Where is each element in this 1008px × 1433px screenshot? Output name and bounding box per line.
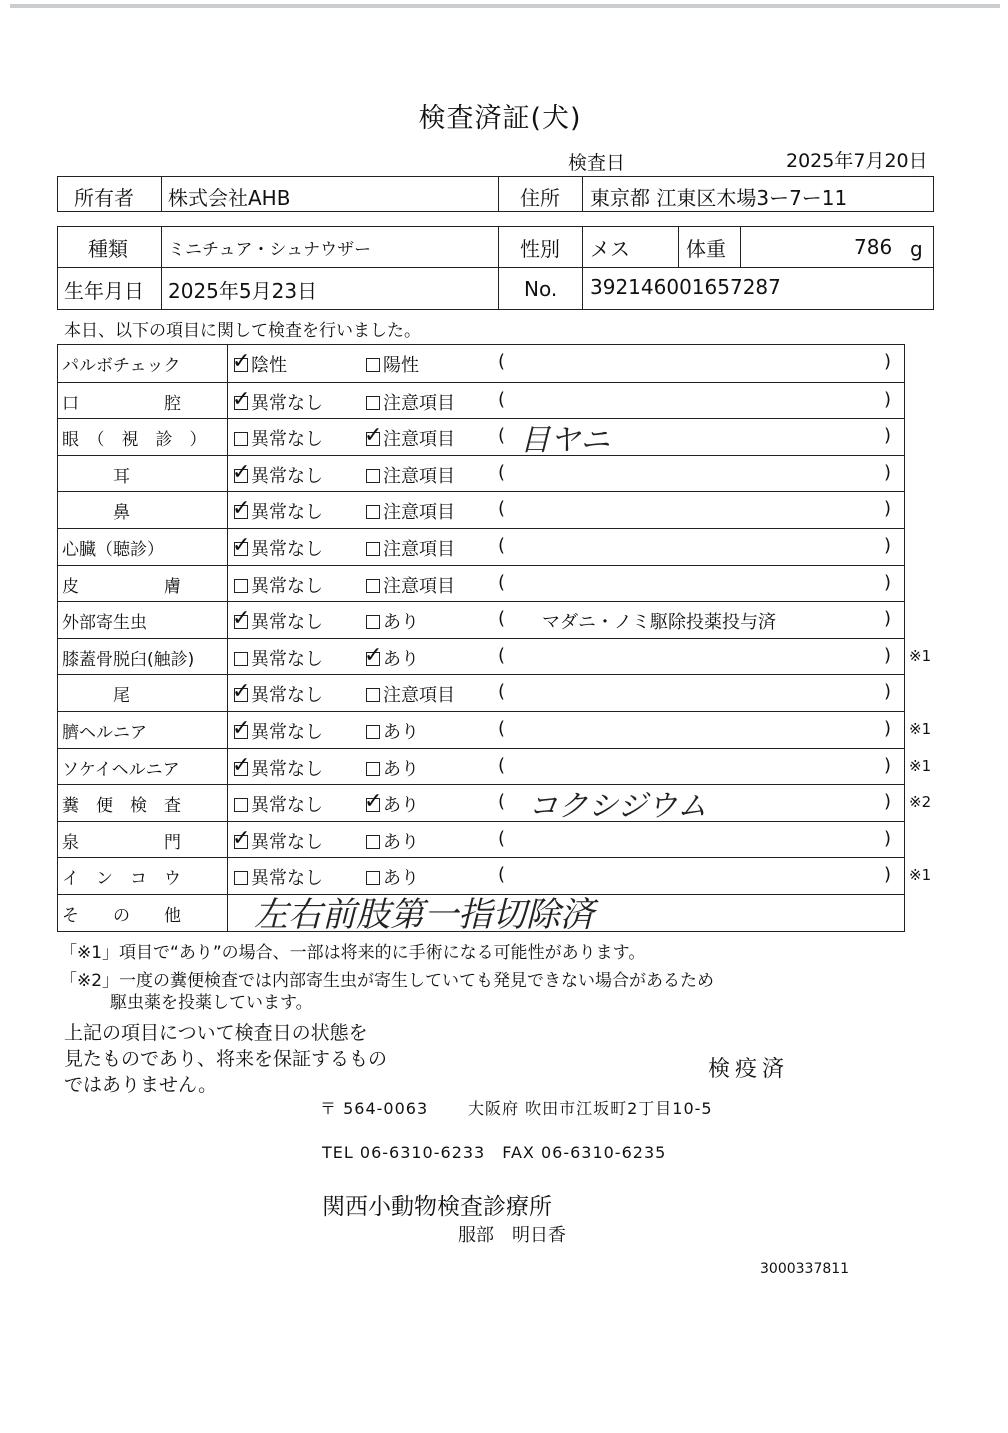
option-flag [366, 828, 419, 854]
paren-close: ) [884, 461, 892, 483]
checkbox[interactable] [366, 469, 380, 483]
checkbox[interactable] [232, 533, 251, 558]
checkbox[interactable] [366, 542, 380, 556]
footnote-mark: ※1 [909, 866, 932, 885]
check-mark-icon: ✓ [232, 459, 251, 485]
item-name: 泉 門 [62, 832, 181, 853]
option-label: 異常なし [251, 539, 323, 560]
checkbox[interactable] [232, 716, 251, 741]
inspection-row [58, 565, 904, 602]
item-note: 目ヤニ [520, 423, 610, 459]
paren-open: ( [498, 791, 506, 813]
option-normal [234, 791, 323, 817]
paren-close: ) [884, 644, 892, 666]
paren-close: ) [884, 754, 892, 776]
option-label: あり [383, 795, 419, 817]
inspection-row [58, 345, 904, 382]
paren-close: ) [884, 864, 892, 886]
checkbox[interactable] [366, 871, 380, 885]
inspection-row [58, 748, 932, 785]
breed-value: ミニチュア・シュナウザー [168, 240, 372, 260]
item-name: そ の 他 [62, 906, 181, 926]
checkbox[interactable] [234, 579, 248, 593]
checkbox[interactable] [232, 459, 251, 485]
paren-close: ) [884, 535, 892, 556]
inspection-row [58, 455, 904, 492]
option-flag [366, 681, 455, 707]
footnote-mark: ※1 [909, 756, 932, 775]
item-name: 眼 （ 視 診 ） [62, 430, 207, 451]
option-label: 注意項目 [383, 575, 455, 597]
number-value: 392146001657287 [590, 275, 781, 299]
item-name: 外部寄生虫 [62, 613, 147, 634]
option-flag [366, 425, 455, 451]
option-normal [234, 535, 323, 561]
footnote-1: 「※1」項目で“あり”の場合、一部は将来的に手術になる可能性があります。 [60, 943, 646, 963]
clinic-address: 大阪府 吹田市江坂町2丁目10-5 [468, 1099, 713, 1118]
inspection-table [57, 344, 932, 935]
option-normal [232, 459, 323, 488]
paren-open: ( [498, 608, 506, 630]
option-label: あり [383, 831, 419, 853]
option-flag [366, 791, 419, 817]
inspection-row [58, 711, 932, 748]
option-normal [234, 645, 323, 671]
paren-close: ) [884, 718, 892, 739]
item-name: 口 腔 [62, 393, 181, 414]
checkbox[interactable] [366, 835, 380, 849]
item-name: イ ン コ ウ [62, 869, 181, 890]
footnote-mark: ※1 [909, 720, 932, 738]
paren-close: ) [884, 681, 892, 703]
inspection-row [58, 601, 904, 638]
check-mark-icon: ✓ [364, 423, 383, 449]
checkbox[interactable] [232, 752, 251, 778]
inspection-row [58, 418, 904, 459]
inspection-row [58, 638, 932, 675]
checkbox[interactable] [234, 798, 248, 812]
option-label: 異常なし [251, 868, 323, 890]
option-flag [366, 718, 419, 744]
birth-value: 2025年5月23日 [168, 279, 318, 303]
owner-label: 所有者 [74, 186, 134, 210]
item-name: 臍ヘルニア [62, 723, 147, 743]
inspection-row [58, 821, 904, 858]
paren-open: ( [498, 827, 506, 849]
option-label: あり [383, 758, 419, 780]
paren-open: ( [498, 754, 506, 776]
checkbox[interactable] [232, 825, 251, 851]
option-label: 異常なし [251, 795, 323, 817]
checkbox[interactable] [366, 579, 380, 593]
checkbox[interactable] [364, 789, 383, 815]
inspection-date-label: 検査日 [568, 152, 626, 174]
checkbox[interactable] [366, 688, 380, 702]
checkbox[interactable] [366, 358, 380, 372]
item-name: 膝蓋骨脱臼(触診) [62, 649, 195, 670]
option-flag [366, 608, 419, 634]
checkbox[interactable] [364, 423, 383, 449]
inspection-row [58, 784, 932, 825]
weight-unit: g [910, 237, 923, 261]
check-mark-icon: ✓ [232, 716, 251, 741]
inspection-row [58, 491, 904, 528]
inspection-row [58, 674, 904, 711]
option-normal [232, 825, 323, 854]
paren-open: ( [498, 864, 506, 886]
item-note: マダニ・ノミ駆除投薬投与済 [542, 612, 776, 634]
number-label: No. [524, 277, 558, 301]
option-label: あり [383, 868, 419, 890]
inspection-row [58, 382, 904, 419]
option-label: 陽性 [383, 355, 419, 376]
option-normal [234, 718, 323, 744]
option-label: 異常なし [251, 575, 323, 597]
other-note: 左右前肢第一指切除済 [254, 895, 594, 935]
option-label: 注意項目 [383, 392, 455, 414]
option-flag [366, 351, 419, 377]
option-label: 異常なし [251, 502, 323, 524]
item-name: パルボチェック [62, 356, 181, 376]
option-label: あり [383, 722, 419, 743]
paren-close: ) [884, 425, 892, 447]
checkbox[interactable] [366, 725, 380, 739]
inspection-date-value: 2025年7月20日 [786, 150, 928, 172]
checkbox[interactable] [234, 432, 248, 446]
option-flag [366, 572, 455, 598]
sex-label: 性別 [520, 237, 560, 261]
paren-open: ( [498, 425, 506, 447]
option-label: 陰性 [251, 355, 287, 376]
item-name: 皮 膚 [62, 576, 181, 597]
checkbox[interactable] [366, 396, 380, 410]
paren-open: ( [498, 571, 506, 593]
doctor-name: 服部 明日香 [458, 1225, 566, 1246]
sex-value: メス [590, 237, 630, 261]
statement-line-1: 上記の項目について検査日の状態を [64, 1022, 368, 1044]
inspection-row [58, 528, 904, 565]
option-flag [366, 498, 455, 524]
paren-close: ) [884, 498, 892, 520]
checkbox[interactable] [366, 762, 380, 776]
checkbox[interactable] [232, 349, 251, 374]
option-normal [234, 425, 323, 451]
animal-info-block [57, 226, 934, 310]
check-mark-icon: ✓ [232, 825, 251, 851]
paren-open: ( [498, 351, 506, 372]
scan-top-edge [10, 4, 1000, 8]
option-normal [234, 608, 323, 634]
check-mark-icon: ✓ [232, 533, 251, 558]
paren-close: ) [884, 571, 892, 593]
postal-code: 〒 564-0063 [320, 1099, 429, 1118]
checkbox[interactable] [232, 386, 251, 412]
paren-close: ) [884, 827, 892, 849]
item-name: 耳 [62, 466, 130, 487]
option-label: 異常なし [251, 465, 323, 487]
paren-close: ) [884, 388, 892, 410]
option-normal [232, 386, 323, 415]
option-label: 異常なし [251, 612, 323, 634]
check-mark-icon: ✓ [364, 789, 383, 815]
checkbox[interactable] [232, 606, 251, 632]
check-mark-icon: ✓ [232, 679, 251, 705]
serial-number: 3000337811 [760, 1261, 850, 1277]
option-label: 注意項目 [383, 502, 455, 524]
option-label: 異常なし [251, 685, 323, 707]
paren-open: ( [498, 461, 506, 483]
breed-label: 種類 [88, 237, 128, 261]
item-name: 心臓（聴診） [62, 540, 164, 560]
option-label: 注意項目 [383, 465, 455, 487]
check-mark-icon: ✓ [232, 386, 251, 412]
clinic-name: 関西小動物検査診療所 [322, 1194, 552, 1220]
option-label: 異常なし [251, 648, 323, 670]
paren-open: ( [498, 535, 506, 556]
option-flag [364, 642, 419, 671]
paren-close: ) [884, 608, 892, 630]
weight-value: 786 [854, 235, 893, 259]
weight-label: 体重 [686, 237, 726, 261]
item-name: 尾 [62, 686, 130, 707]
intro-text: 本日、以下の項目に関して検査を行いました。 [64, 321, 421, 341]
paren-open: ( [498, 681, 506, 703]
statement-line-2: 見たものであり、将来を保証するもの [64, 1048, 388, 1070]
check-mark-icon: ✓ [364, 642, 383, 668]
option-label: あり [383, 612, 419, 634]
footnote-mark: ※2 [909, 793, 932, 812]
quarantine-stamp: 検疫済 [708, 1057, 790, 1082]
check-mark-icon: ✓ [232, 349, 251, 374]
item-note: コクシジウム [528, 789, 707, 825]
item-name: 糞 便 検 査 [62, 796, 181, 817]
address-label: 住所 [520, 186, 560, 210]
checkbox[interactable] [234, 871, 248, 885]
option-label: 異常なし [251, 429, 323, 451]
option-label: 異常なし [251, 722, 323, 743]
checkbox[interactable] [232, 679, 251, 705]
option-label: 異常なし [251, 758, 323, 780]
checkbox[interactable] [366, 615, 380, 629]
paren-open: ( [498, 498, 506, 520]
option-normal [232, 752, 323, 781]
address-value: 東京都 江東区木場3ー7ー11 [590, 186, 848, 210]
option-flag [366, 462, 455, 488]
document-title: 検査済証(犬) [418, 103, 582, 134]
option-normal [234, 681, 323, 707]
paren-close: ) [884, 791, 892, 813]
option-label: 注意項目 [383, 685, 455, 707]
checkbox[interactable] [234, 652, 248, 666]
owner-value: 株式会社AHB [168, 186, 291, 210]
option-flag [366, 535, 455, 561]
item-name: ソケイヘルニア [62, 759, 180, 780]
paren-open: ( [498, 718, 506, 739]
clinic-phone-fax: TEL 06-6310-6233 FAX 06-6310-6235 [322, 1143, 667, 1162]
check-mark-icon: ✓ [232, 606, 251, 632]
option-label: 注意項目 [383, 539, 455, 560]
option-normal [234, 572, 323, 598]
checkbox[interactable] [364, 642, 383, 668]
option-label: 異常なし [251, 831, 323, 853]
option-label: 注意項目 [383, 429, 455, 451]
owner-row [57, 176, 934, 212]
footnote-mark: ※1 [909, 646, 932, 665]
option-flag [366, 389, 455, 415]
option-flag [366, 755, 419, 781]
paren-open: ( [498, 644, 506, 666]
paren-close: ) [884, 351, 892, 372]
check-mark-icon: ✓ [232, 752, 251, 778]
footnote-2b: 駆虫薬を投薬しています。 [110, 993, 313, 1013]
checkbox[interactable] [366, 505, 380, 519]
option-label: あり [383, 648, 419, 670]
other-row [58, 894, 904, 935]
paren-open: ( [498, 388, 506, 410]
birth-label: 生年月日 [64, 279, 144, 303]
checkbox[interactable] [232, 496, 251, 522]
option-label: 異常なし [251, 392, 323, 414]
option-normal [234, 351, 287, 377]
check-mark-icon: ✓ [232, 496, 251, 522]
option-normal [234, 498, 323, 524]
footnote-2a: 「※2」一度の糞便検査では内部寄生虫が寄生していても発見できない場合があるため [60, 971, 715, 991]
statement-line-3: ではありません。 [64, 1074, 218, 1096]
item-name: 鼻 [62, 503, 130, 524]
